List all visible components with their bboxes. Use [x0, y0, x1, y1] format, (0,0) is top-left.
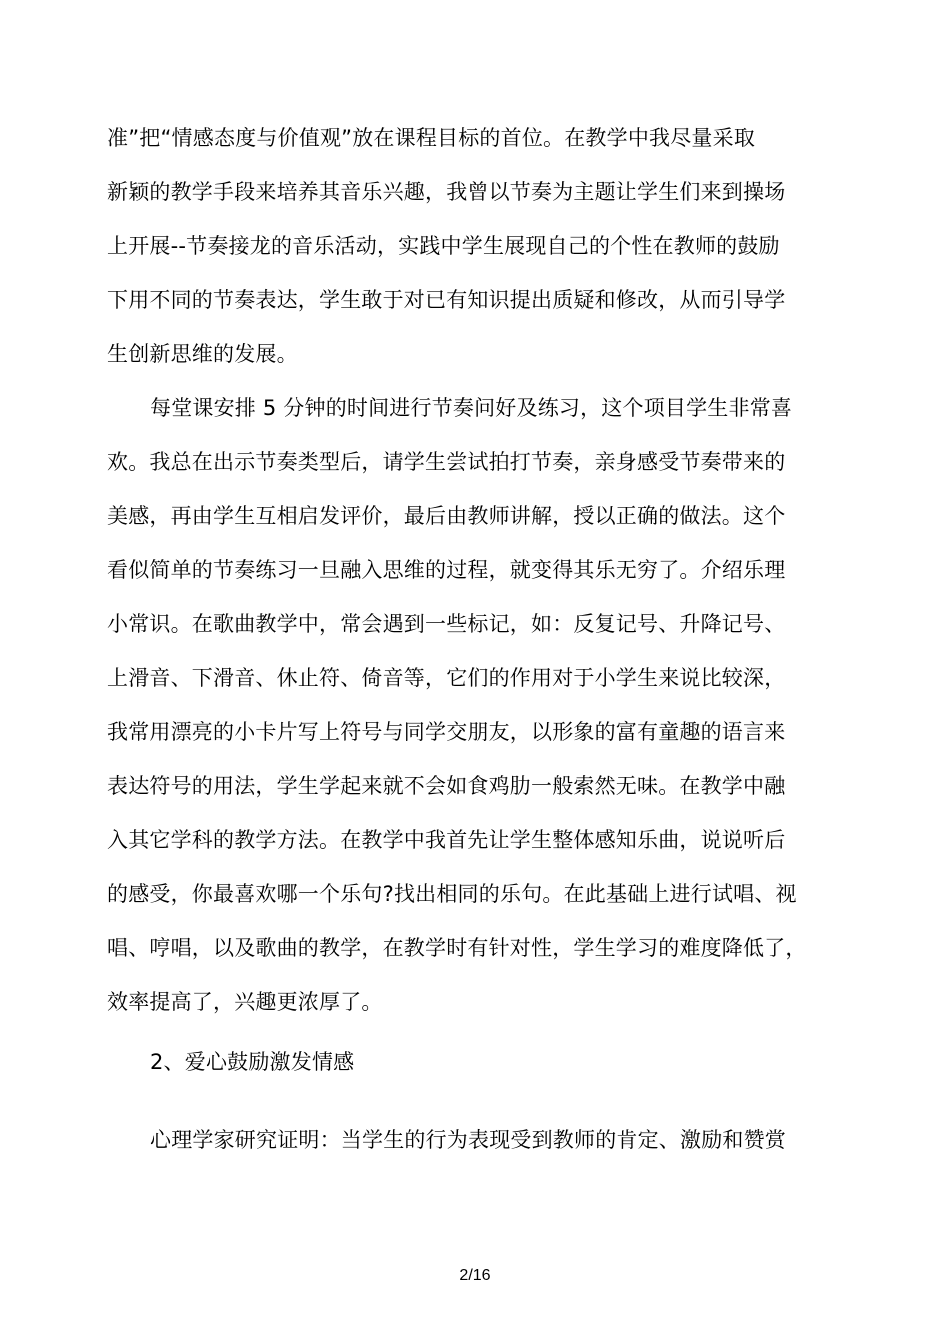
paragraph-2-line-9: 入其它学科的教学方法。在教学中我首先让学生整体感知乐曲，说说听后	[107, 828, 786, 852]
paragraph-1-line-3: 上开展--节奏接龙的音乐活动，实践中学生展现自己的个性在教师的鼓励	[107, 234, 780, 258]
paragraph-1-line-1: 准”把“情感态度与价值观”放在课程目标的首位。在教学中我尽量采取	[107, 126, 756, 150]
paragraph-2-line-7: 我常用漂亮的小卡片写上符号与同学交朋友，以形象的富有童趣的语言来	[107, 720, 786, 744]
page-number: 2/16	[459, 1267, 491, 1284]
paragraph-2-line-5: 小常识。在歌曲教学中，常会遇到一些标记，如：反复记号、升降记号、	[107, 612, 786, 636]
section-heading: 2、爱心鼓励激发情感	[150, 1050, 355, 1074]
paragraph-2-line-6: 上滑音、下滑音、休止符、倚音等，它们的作用对于小学生来说比较深，	[107, 666, 786, 690]
paragraph-2-line-2: 欢。我总在出示节奏类型后，请学生尝试拍打节奏，亲身感受节奏带来的	[107, 450, 786, 474]
paragraph-1-line-2: 新颖的教学手段来培养其音乐兴趣，我曾以节奏为主题让学生们来到操场	[107, 180, 786, 204]
paragraph-3-line-1: 心理学家研究证明：当学生的行为表现受到教师的肯定、激励和赞赏	[150, 1128, 786, 1152]
paragraph-2-line-4: 看似简单的节奏练习一旦融入思维的过程，就变得其乐无穷了。介绍乐理	[107, 558, 786, 582]
paragraph-2-line-3: 美感，再由学生互相启发评价，最后由教师讲解，授以正确的做法。这个	[107, 504, 786, 528]
paragraph-2-line-12: 效率提高了，兴趣更浓厚了。	[107, 990, 383, 1014]
paragraph-2-line-10: 的感受，你最喜欢哪一个乐句?找出相同的乐句。在此基础上进行试唱、视	[107, 882, 797, 906]
paragraph-1-line-4: 下用不同的节奏表达，学生敢于对已有知识提出质疑和修改，从而引导学	[107, 288, 786, 312]
paragraph-2-line-11: 唱、哼唱，以及歌曲的教学，在教学时有针对性，学生学习的难度降低了，	[107, 936, 807, 960]
paragraph-2-line-1: 每堂课安排 5 分钟的时间进行节奏问好及练习，这个项目学生非常喜	[150, 396, 793, 420]
paragraph-2-line-8: 表达符号的用法，学生学起来就不会如食鸡肋一般索然无味。在教学中融	[107, 774, 786, 798]
paragraph-1-line-5: 生创新思维的发展。	[107, 342, 298, 366]
